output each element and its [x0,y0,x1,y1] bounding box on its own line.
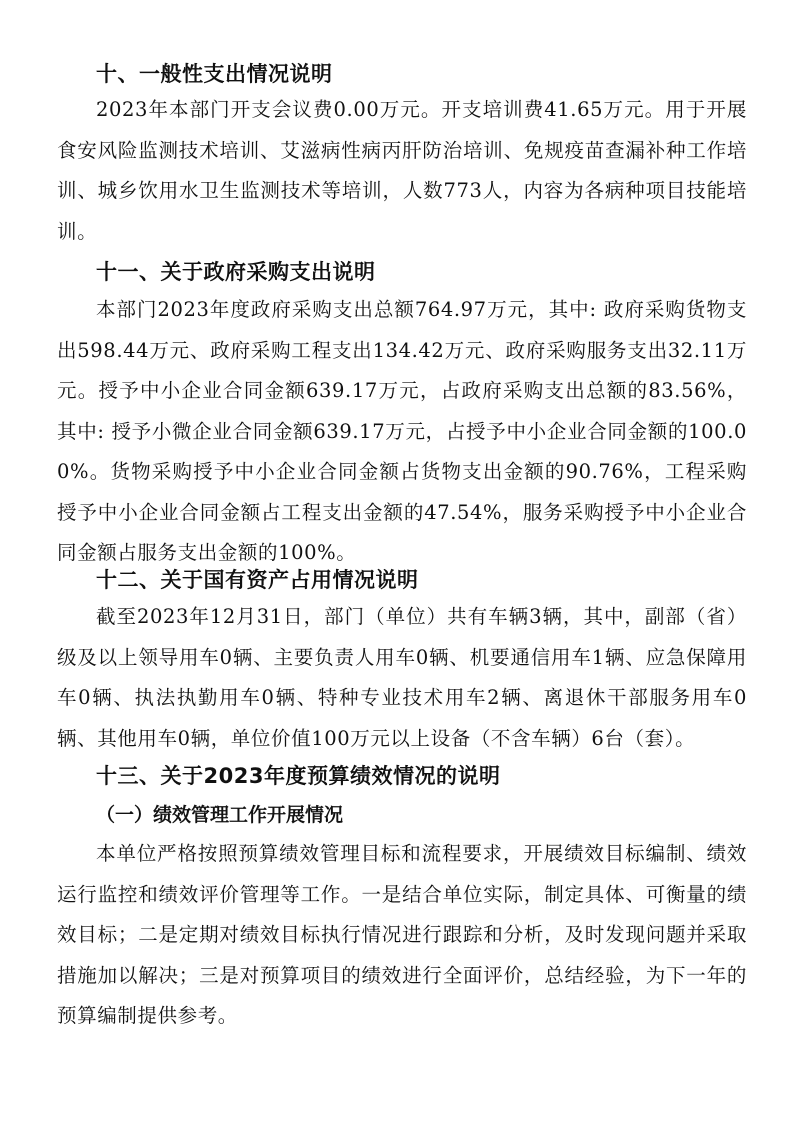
section-13-paragraph: 本单位严格按照预算绩效管理目标和流程要求，开展绩效目标编制、绩效运行监控和绩效评价管理等工作。一是结合单位实际，制定具体、可衡量的绩效目标；二是定期对绩效目标执行情况进行跟踪和分析，及时发现问题并采取措施加以解决；三是对预算项目的绩效进行全面评价，总结经验，为下一年的预算编制提供参考。 [57,842,747,1027]
section-11-paragraph: 本部门2023年度政府采购支出总额764.97万元，其中: 政府采购货物支出598.44万元、政府采购工程支出134.42万元、政府采购服务支出32.11万元。授予中小企业合同金额639.17万元，占政府采购支出总额的83.56%，其中: 授予小微企业合同金额639.17万元，占授予中小企业合同金额的100.00%。货物采购授予中小企业合同金额占货物支出金额的90.76%，工程采购授予中小企业合同金额占工程支出金额的47.54%，服务采购授予中小企业合同金额占服务支出金额的100%。 [57,298,747,564]
section-11-heading: 十一、关于政府采购支出说明 [96,260,376,284]
section-12-paragraph: 截至2023年12月31日，部门（单位）共有车辆3辆，其中，副部（省）级及以上领导用车0辆、主要负责人用车0辆、机要通信用车1辆、应急保障用车0辆、执法执勤用车0辆、特种专业技术用车2辆、离退休干部服务用车0辆、其他用车0辆，单位价值100万元以上设备（不含车辆）6台（套）。 [57,605,747,750]
section-13-heading: 十三、关于2023年度预算绩效情况的说明 [96,764,501,788]
section-13-subheading: （一）绩效管理工作开展情况 [96,804,344,826]
section-10-heading: 十、一般性支出情况说明 [96,62,333,86]
section-12-heading: 十二、关于国有资产占用情况说明 [96,568,419,592]
section-10-paragraph: 2023年本部门开支会议费0.00万元。开支培训费41.65万元。用于开展食安风险监测技术培训、艾滋病性病丙肝防治培训、免规疫苗查漏补种工作培训、城乡饮用水卫生监测技术等培训，人数773人，内容为各病种项目技能培训。 [57,98,747,243]
